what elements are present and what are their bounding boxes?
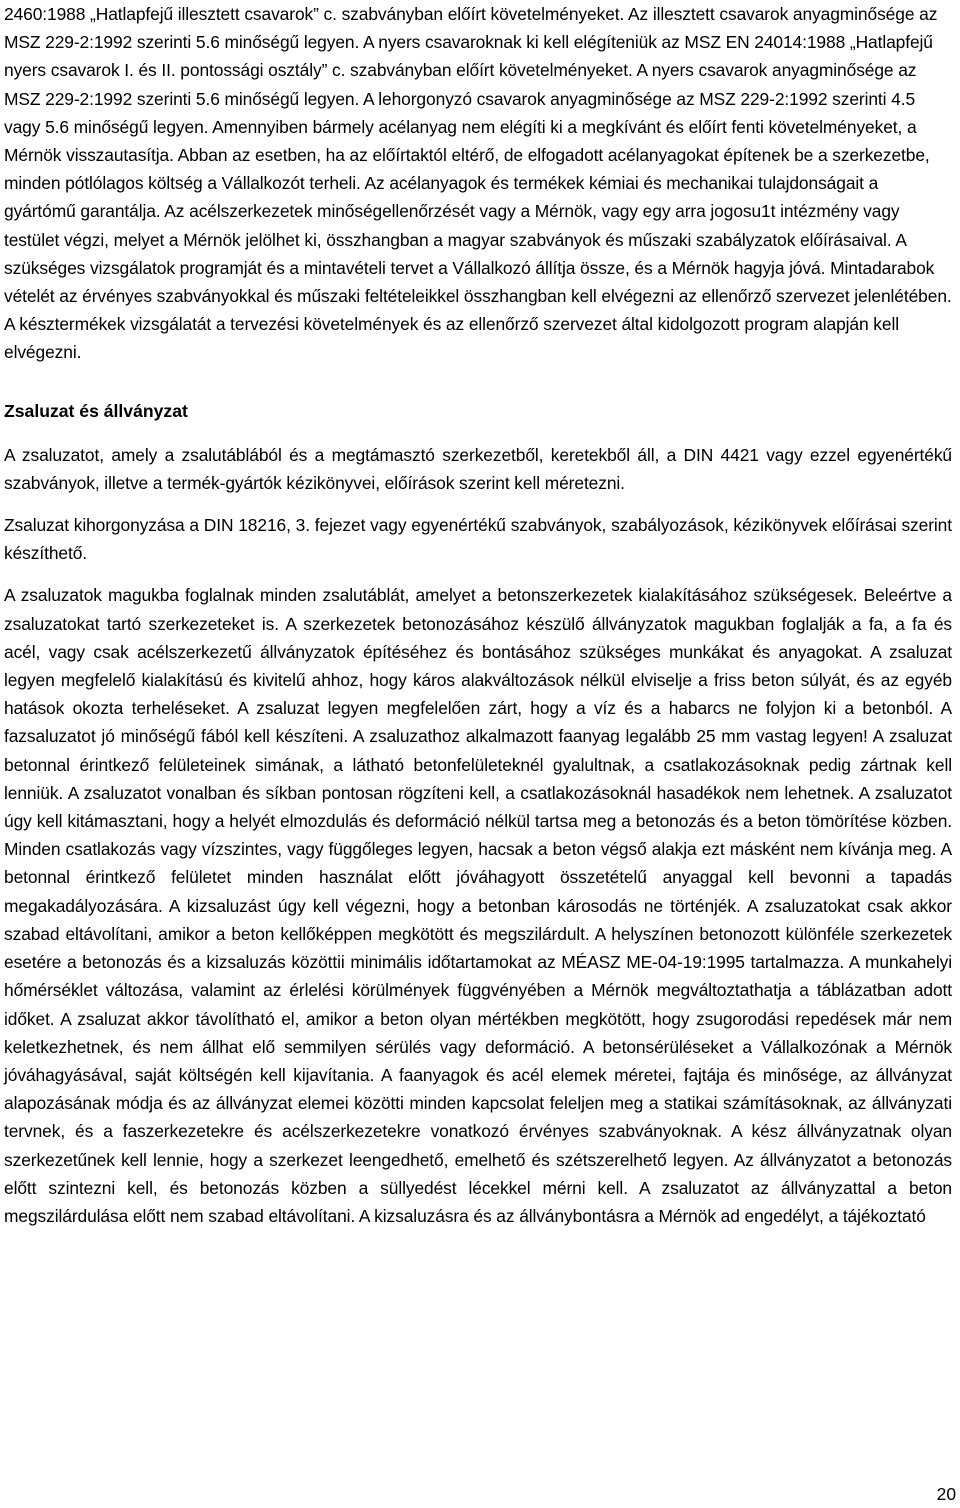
page-number: 20 bbox=[936, 1484, 956, 1504]
paragraph-kihorgonyzas: Zsaluzat kihorgonyzása a DIN 18216, 3. fejezet vagy egyenértékű szabványok, szabályozások, kézikönyvek előírásai szerint készíthető. bbox=[4, 515, 952, 564]
document-page bbox=[4, 0, 952, 1230]
paragraph-zsaluzat-meretezes: A zsaluzatot, amely a zsalutáblából és a megtámasztó szerkezetből, keretekből áll, a DIN 4421 vagy ezzel egyenértékű szabványok, illetve a termék-gyártók kézikönyvei, előírások szerint kell méretezni. bbox=[4, 444, 952, 493]
section-heading: Zsaluzat és állványzat bbox=[4, 400, 188, 421]
intro-paragraph: 2460:1988 „Hatlapfejű illesztett csavarok” c. szabványban előírt követelményeket. Az illesztett csavarok anyagminősége az MSZ 229-2:1992 szerinti 5.6 minőségű legyen. A nyers csavaroknak ki kell elégíteniük az MSZ EN 24014:1988 „Hatlapfejű nyers csavarok I. és II. pontossági osztály” c. szabványban előírt követelményeket. A nyers csavarok anyagminősége az MSZ 229-2:1992 szerinti 5.6 minőségű legyen. A lehorgonyzó csavarok anyagminősége az MSZ 229-2:1992 szerinti 4.5 vagy 5.6 minőségű legyen. Amennyiben bármely acélanyag nem elégíti ki a megkívánt és előírt fenti követelményeket, a Mérnök visszautasítja. Abban az esetben, ha az előírtaktól eltérő, de elfogadott acélanyagokat építenek be a szerkezetbe, minden pótlólagos költség a Vállalkozót terheli. Az acélanyagok és termékek kémiai és mechanikai tulajdonságait a gyártómű garantálja. Az acélszerkezetek minőségellenőrzését vagy a Mérnök, vagy egy arra jogosu1t intézmény vagy testület végzi, melyet a Mérnök jelölhet ki, összhangban a magyar szabványok és műszaki szabályzatok előírásaival. A szükséges vizsgálatok programját és a mintavételi tervet a Vállalkozó állítja össze, és a Mérnök hagyja jóvá. Mintadarabok vételét az érvényes szabványokkal és műszaki feltételeikkel összhangban kell elvégezni az ellenőrző szervezet jelenlétében. A késztermékek vizsgálatát a tervezési követelmények és az ellenőrző szervezet által kidolgozott program alapján kell elvégezni. bbox=[4, 4, 952, 363]
paragraph-zsaluzatok-reszletek: A zsaluzatok magukba foglalnak minden zsalutáblát, amelyet a betonszerkezetek kialakításához szükségesek. Beleértve a zsaluzatokat tartó szerkezeteket is. A szerkezetek betonozásához készülő állványzatok magukban foglalják a fa, a fa és acél, vagy csak acélszerkezetű állványzatok építéséhez és bontásához szükséges munkákat és anyagokat. A zsaluzat legyen megfelelő kialakítású és kivitelű ahhoz, hogy káros alakváltozások nélkül elviselje a friss beton súlyát, és az egyéb hatások okozta terheléseket. A zsaluzat legyen megfelelően zárt, hogy a víz és a habarcs ne folyjon ki a betonból. A fazsaluzatot jó minőségű fából kell készíteni. A zsaluzathoz alkalmazott faanyag legalább 25 mm vastag legyen! A zsaluzat betonnal érintkező felületeinek simának, a látható betonfelületeknél gyalultnak, a csatlakozásoknak pedig zártnak kell lenniük. A zsaluzatot vonalban és síkban pontosan rögzíteni kell, a csatlakozásoknál hasadékok nem lehetnek. A zsaluzatot úgy kell kitámasztani, hogy a helyét elmozdulás és deformáció nélkül tartsa meg a betonozás és a beton tömörítése közben. Minden csatlakozás vagy vízszintes, vagy függőleges legyen, hacsak a beton végső alakja ezt másként nem kívánja meg. A betonnal érintkező felületet minden használat előtt jóváhagyott összetételű anyaggal kell bevonni a tapadás megakadályozására. A kizsaluzást úgy kell végezni, hogy a betonban károsodás ne történjék. A zsaluzatokat csak akkor szabad eltávolítani, amikor a beton kellőképpen megkötött és megszilárdult. A helyszínen betonozott különféle szerkezetek esetére a betonozás és a kizsaluzás közöttii minimális időtartamokat az MÉASZ ME-04-19:1995 tartalmazza. A munkahelyi hőmérséklet változása, valamint az érlelési körülmények függvényében a Mérnök megváltoztathatja a táblázatban adott időket. A zsaluzat akkor távolítható el, amikor a beton olyan mértékben megkötött, hogy zsugorodási repedések már nem keletkezhetnek, és nem állhat elő semmilyen sérülés vagy deformáció. A betonsérüléseket a Vállalkozónak a Mérnök jóváhagyásával, saját költségén kell kijavítania. A faanyagok és acél elemek méretei, fajtája és minősége, az állványzat alapozásának módja és az állványzat elemei közötti minden kapcsolat feleljen meg a statikai számításoknak, az állványzati tervnek, és a faszerkezetekre és acélszerkezetekre vonatkozó érvényes szabványoknak. A kész állványzatnak olyan szerkezetűnek kell lennie, hogy a szerkezet leengedhető, emelhető és szétszerelhető legyen. Az állványzatot a betonozás előtt szintezni kell, és betonozás közben a süllyedést lécekkel mérni kell. A zsaluzatot az állványzattal a beton megszilárdulása előtt nem szabad eltávolítani. A kizsaluzásra és az állványbontásra a Mérnök ad engedélyt, a tájékoztató bbox=[4, 585, 952, 1226]
